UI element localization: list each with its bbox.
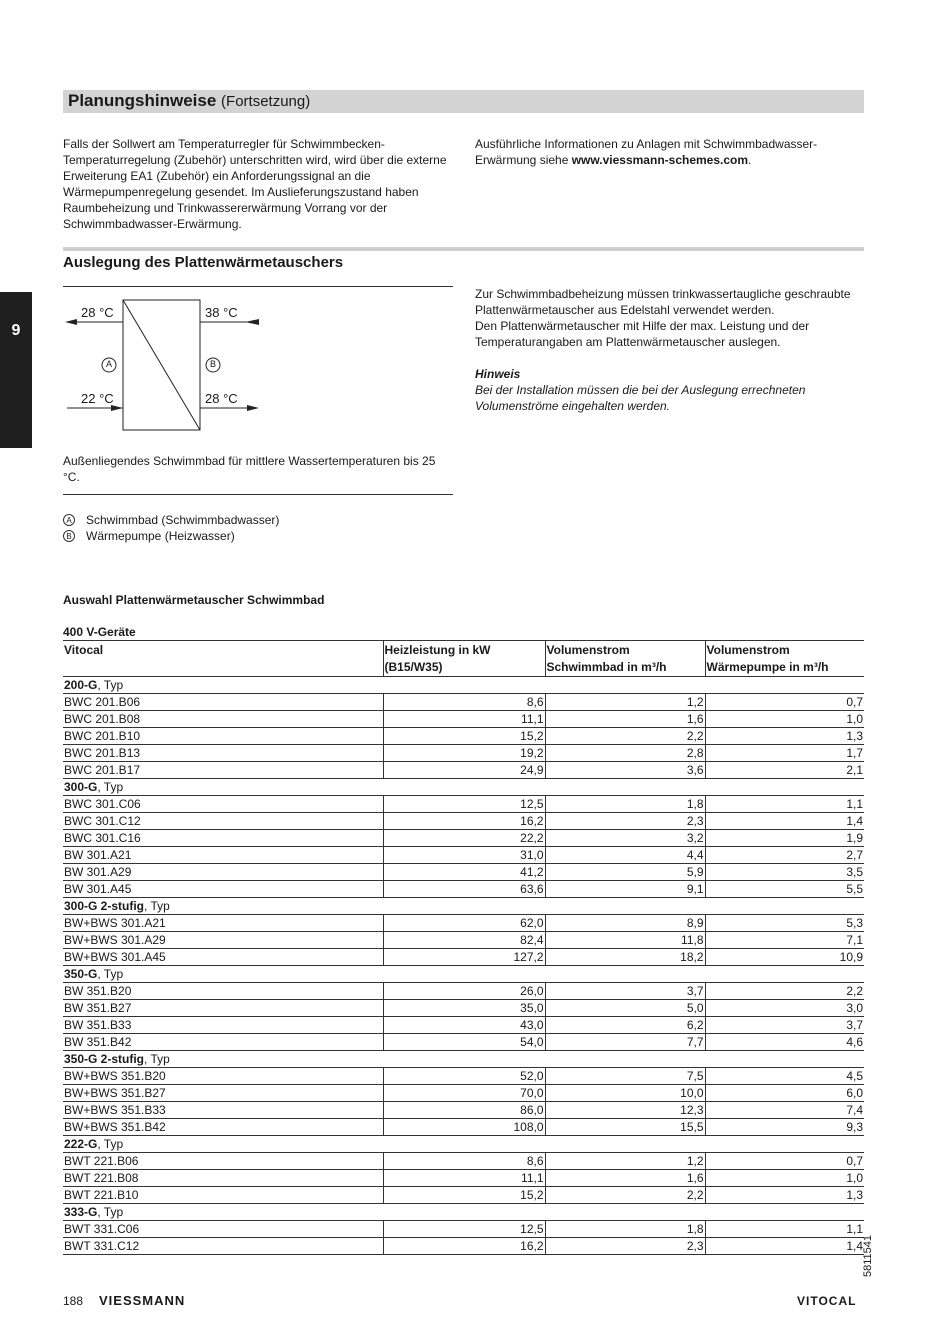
group-name: 333-G: [64, 1205, 98, 1219]
cell-heizleistung: 52,0: [383, 1068, 545, 1085]
schemes-link[interactable]: www.viessmann-schemes.com: [571, 153, 749, 167]
table-row: [63, 830, 864, 847]
cell-volumenstrom-waermepumpe: 4,6: [705, 1034, 864, 1051]
group-suffix: , Typ: [144, 899, 170, 913]
table-row: [63, 1068, 864, 1085]
cell-volumenstrom-schwimmbad: 3,6: [545, 762, 705, 779]
cell-volumenstrom-waermepumpe: 6,0: [705, 1085, 864, 1102]
cell-model: BW 301.A29: [63, 864, 383, 881]
cell-volumenstrom-waermepumpe: 1,0: [705, 711, 864, 728]
cell-model: BW 351.B42: [63, 1034, 383, 1051]
table-row: [63, 813, 864, 830]
table-row: [63, 847, 864, 864]
header-vitocal: Vitocal: [63, 641, 383, 677]
legend: [63, 512, 279, 544]
group-label: [63, 966, 864, 983]
table-row: [63, 711, 864, 728]
legend-marker-a: A: [63, 514, 75, 526]
group-label: [63, 677, 864, 694]
cell-volumenstrom-waermepumpe: 3,5: [705, 864, 864, 881]
marker-a-label: A: [105, 359, 112, 369]
table-row: [63, 1153, 864, 1170]
temp-top-left: 28 °C: [81, 305, 114, 320]
group-suffix: , Typ: [144, 1052, 170, 1066]
right-paragraph-1: Zur Schwimmbadbeheizung müssen trinkwassertaugliche geschraubte Plattenwärmetauscher aus Edelstahl verwendet werden.: [475, 287, 851, 317]
document-number: 5811541: [862, 1235, 874, 1278]
cell-heizleistung: 127,2: [383, 949, 545, 966]
cell-volumenstrom-schwimmbad: 18,2: [545, 949, 705, 966]
cell-volumenstrom-waermepumpe: 1,1: [705, 796, 864, 813]
cell-volumenstrom-schwimmbad: 1,6: [545, 711, 705, 728]
cell-volumenstrom-waermepumpe: 3,0: [705, 1000, 864, 1017]
cell-volumenstrom-schwimmbad: 2,3: [545, 813, 705, 830]
cell-model: BWT 221.B06: [63, 1153, 383, 1170]
cell-heizleistung: 15,2: [383, 728, 545, 745]
cell-model: BWT 331.C06: [63, 1221, 383, 1238]
cell-model: BW 301.A21: [63, 847, 383, 864]
cell-heizleistung: 8,6: [383, 1153, 545, 1170]
exchanger-diagonal: [123, 300, 200, 430]
right-paragraph-2: Den Plattenwärmetauscher mit Hilfe der max. Leistung und der Temperaturangaben am Plattenwärmetauscher auslegen.: [475, 319, 810, 349]
table-row: [63, 745, 864, 762]
section-divider: [63, 247, 864, 251]
cell-heizleistung: 70,0: [383, 1085, 545, 1102]
cell-volumenstrom-waermepumpe: 1,9: [705, 830, 864, 847]
cell-volumenstrom-schwimmbad: 6,2: [545, 1017, 705, 1034]
table-title: Auswahl Plattenwärmetauscher Schwimmbad: [63, 593, 325, 607]
legend-text-b: Wärmepumpe (Heizwasser): [86, 529, 235, 543]
table-row: [63, 694, 864, 711]
group-suffix: , Typ: [97, 678, 124, 692]
group-label: [63, 1204, 864, 1221]
cell-volumenstrom-schwimmbad: 3,2: [545, 830, 705, 847]
group-label: [63, 898, 864, 915]
cell-volumenstrom-schwimmbad: 5,9: [545, 864, 705, 881]
cell-volumenstrom-waermepumpe: 2,7: [705, 847, 864, 864]
table-row: [63, 1085, 864, 1102]
cell-volumenstrom-waermepumpe: 4,5: [705, 1068, 864, 1085]
cell-volumenstrom-waermepumpe: 10,9: [705, 949, 864, 966]
arrow-top-right-head: [245, 319, 259, 325]
header-volumenstrom-schwimmbad: Volumenstrom Schwimmbad in m³/h: [545, 641, 705, 677]
cell-heizleistung: 11,1: [383, 1170, 545, 1187]
cell-volumenstrom-waermepumpe: 1,7: [705, 745, 864, 762]
cell-model: BWC 201.B13: [63, 745, 383, 762]
cell-model: BW 351.B33: [63, 1017, 383, 1034]
table-group-row: [63, 1136, 864, 1153]
cell-model: BWC 301.C12: [63, 813, 383, 830]
cell-volumenstrom-waermepumpe: 1,4: [705, 1238, 864, 1255]
legend-marker-b: B: [63, 530, 75, 542]
table-group-row: [63, 677, 864, 694]
table-row: [63, 949, 864, 966]
cell-heizleistung: 82,4: [383, 932, 545, 949]
hint-title: Hinweis: [475, 367, 521, 381]
temp-top-right: 38 °C: [205, 305, 238, 320]
cell-volumenstrom-schwimmbad: 8,9: [545, 915, 705, 932]
chapter-number: 9: [11, 322, 21, 339]
header-heizleistung: Heizleistung in kW (B15/W35): [383, 641, 545, 677]
cell-model: BWT 221.B08: [63, 1170, 383, 1187]
cell-model: BW 351.B20: [63, 983, 383, 1000]
cell-model: BW+BWS 301.A45: [63, 949, 383, 966]
cell-model: BW 351.B27: [63, 1000, 383, 1017]
cell-volumenstrom-waermepumpe: 2,1: [705, 762, 864, 779]
group-suffix: , Typ: [97, 1137, 124, 1151]
cell-volumenstrom-schwimmbad: 4,4: [545, 847, 705, 864]
cell-heizleistung: 108,0: [383, 1119, 545, 1136]
table-row: [63, 728, 864, 745]
page-subtitle: (Fortsetzung): [221, 93, 311, 110]
table-row: [63, 915, 864, 932]
header-volumenstrom-waermepumpe: Volumenstrom Wärmepumpe in m³/h: [705, 641, 864, 677]
cell-heizleistung: 8,6: [383, 694, 545, 711]
table-group-row: [63, 966, 864, 983]
cell-heizleistung: 12,5: [383, 796, 545, 813]
table-row: [63, 1221, 864, 1238]
cell-model: BWC 201.B10: [63, 728, 383, 745]
table-group-row: [63, 1204, 864, 1221]
cell-model: BW 301.A45: [63, 881, 383, 898]
cell-volumenstrom-schwimmbad: 2,8: [545, 745, 705, 762]
group-name: 300-G 2-stufig: [64, 899, 145, 913]
group-label: [63, 1051, 864, 1068]
cell-heizleistung: 35,0: [383, 1000, 545, 1017]
cell-volumenstrom-schwimmbad: 1,2: [545, 694, 705, 711]
cell-model: BWT 331.C12: [63, 1238, 383, 1255]
cell-volumenstrom-waermepumpe: 1,1: [705, 1221, 864, 1238]
cell-volumenstrom-schwimmbad: 5,0: [545, 1000, 705, 1017]
cell-volumenstrom-schwimmbad: 1,2: [545, 1153, 705, 1170]
cell-heizleistung: 16,2: [383, 813, 545, 830]
legend-item-a: [63, 512, 279, 528]
cell-heizleistung: 19,2: [383, 745, 545, 762]
group-name: 350-G 2-stufig: [64, 1052, 145, 1066]
cell-model: BWC 201.B17: [63, 762, 383, 779]
temp-bottom-right: 28 °C: [205, 391, 238, 406]
cell-volumenstrom-schwimmbad: 15,5: [545, 1119, 705, 1136]
section-title: Auslegung des Plattenwärmetauschers: [63, 254, 344, 271]
cell-model: BW+BWS 351.B33: [63, 1102, 383, 1119]
table-row: [63, 1187, 864, 1204]
heat-exchanger-diagram: [63, 290, 455, 440]
group-name: 350-G: [64, 967, 98, 981]
table-row: [63, 932, 864, 949]
marker-b-label: B: [209, 359, 216, 369]
cell-volumenstrom-waermepumpe: 9,3: [705, 1119, 864, 1136]
diagram-bottom-rule: [63, 494, 453, 495]
cell-heizleistung: 16,2: [383, 1238, 545, 1255]
cell-heizleistung: 24,9: [383, 762, 545, 779]
table-row: [63, 881, 864, 898]
table-group-row: [63, 779, 864, 796]
table-row: [63, 1170, 864, 1187]
cell-model: BWC 201.B06: [63, 694, 383, 711]
cell-volumenstrom-schwimmbad: 2,2: [545, 728, 705, 745]
right-column: [475, 286, 865, 414]
table-row: [63, 1034, 864, 1051]
cell-volumenstrom-schwimmbad: 9,1: [545, 881, 705, 898]
group-label: [63, 1136, 864, 1153]
cell-heizleistung: 63,6: [383, 881, 545, 898]
group-suffix: , Typ: [97, 967, 124, 981]
table-subtitle: 400 V-Geräte: [63, 625, 136, 639]
arrow-bottom-right-head: [247, 405, 259, 411]
table-row: [63, 1017, 864, 1034]
table-row: [63, 1000, 864, 1017]
cell-heizleistung: 22,2: [383, 830, 545, 847]
cell-model: BW+BWS 301.A29: [63, 932, 383, 949]
cell-model: BW+BWS 351.B27: [63, 1085, 383, 1102]
cell-model: BW+BWS 351.B20: [63, 1068, 383, 1085]
table-row: [63, 796, 864, 813]
cell-volumenstrom-waermepumpe: 0,7: [705, 694, 864, 711]
cell-volumenstrom-waermepumpe: 1,4: [705, 813, 864, 830]
cell-volumenstrom-waermepumpe: 2,2: [705, 983, 864, 1000]
cell-volumenstrom-waermepumpe: 0,7: [705, 1153, 864, 1170]
intro-right-paragraph: [475, 136, 865, 168]
cell-volumenstrom-waermepumpe: 7,1: [705, 932, 864, 949]
intro-left-paragraph: Falls der Sollwert am Temperaturregler für Schwimmbecken-Temperaturregelung (Zubehör) unterschritten wird, wird über die externe Erweiterung EA1 (Zubehör) ein Anforderungssignal an die Wärmepumpenregelung gesendet. Im Auslieferungszustand haben Raumbeheizung und Trinkwassererwärmung Vorrang vor der Schwimmbadwasser-Erwärmung.: [63, 137, 447, 231]
cell-heizleistung: 43,0: [383, 1017, 545, 1034]
cell-model: BWT 221.B10: [63, 1187, 383, 1204]
cell-volumenstrom-waermepumpe: 3,7: [705, 1017, 864, 1034]
group-name: 222-G: [64, 1137, 98, 1151]
table-header-row: [63, 641, 864, 677]
group-name: 200-G: [64, 678, 98, 692]
table-row: [63, 983, 864, 1000]
table-wrapper: [63, 640, 864, 1255]
heat-exchanger-table: [63, 641, 864, 1255]
cell-heizleistung: 15,2: [383, 1187, 545, 1204]
cell-volumenstrom-schwimmbad: 11,8: [545, 932, 705, 949]
legend-item-b: [63, 528, 279, 544]
intro-right-end: .: [748, 153, 752, 167]
cell-model: BWC 301.C06: [63, 796, 383, 813]
cell-volumenstrom-waermepumpe: 1,3: [705, 1187, 864, 1204]
cell-volumenstrom-waermepumpe: 1,3: [705, 728, 864, 745]
chapter-tab: [0, 292, 32, 448]
vitocal-logo: VITOCAL: [797, 1294, 857, 1308]
cell-volumenstrom-schwimmbad: 10,0: [545, 1085, 705, 1102]
cell-volumenstrom-waermepumpe: 1,0: [705, 1170, 864, 1187]
page-number: 188: [63, 1294, 84, 1308]
cell-volumenstrom-waermepumpe: 5,3: [705, 915, 864, 932]
cell-volumenstrom-schwimmbad: 1,8: [545, 1221, 705, 1238]
table-row: [63, 1238, 864, 1255]
cell-volumenstrom-schwimmbad: 1,8: [545, 796, 705, 813]
table-body: [63, 641, 864, 1255]
viessmann-logo: VIESSMANN: [99, 1293, 186, 1308]
cell-model: BWC 201.B08: [63, 711, 383, 728]
page-title: [68, 91, 310, 111]
cell-heizleistung: 12,5: [383, 1221, 545, 1238]
table-row: [63, 762, 864, 779]
cell-heizleistung: 11,1: [383, 711, 545, 728]
cell-volumenstrom-schwimmbad: 12,3: [545, 1102, 705, 1119]
cell-heizleistung: 26,0: [383, 983, 545, 1000]
intro-right-text: Ausführliche Informationen zu Anlagen mit Schwimmbadwasser-Erwärmung siehe: [475, 137, 818, 167]
cell-volumenstrom-schwimmbad: 3,7: [545, 983, 705, 1000]
table-group-row: [63, 898, 864, 915]
cell-heizleistung: 54,0: [383, 1034, 545, 1051]
cell-model: BW+BWS 301.A21: [63, 915, 383, 932]
table-row: [63, 864, 864, 881]
cell-volumenstrom-schwimmbad: 2,2: [545, 1187, 705, 1204]
cell-model: BWC 301.C16: [63, 830, 383, 847]
cell-model: BW+BWS 351.B42: [63, 1119, 383, 1136]
hint-text: Bei der Installation müssen die bei der Auslegung errechneten Volumenströme eingehalten werden.: [475, 383, 806, 413]
legend-text-a: Schwimmbad (Schwimmbadwasser): [86, 513, 280, 527]
cell-volumenstrom-schwimmbad: 7,7: [545, 1034, 705, 1051]
table-row: [63, 1119, 864, 1136]
group-name: 300-G: [64, 780, 98, 794]
cell-volumenstrom-waermepumpe: 5,5: [705, 881, 864, 898]
group-suffix: , Typ: [97, 780, 124, 794]
table-group-row: [63, 1051, 864, 1068]
page-title-text: Planungshinweise: [68, 91, 217, 110]
arrow-top-left-head: [65, 319, 77, 325]
cell-volumenstrom-schwimmbad: 2,3: [545, 1238, 705, 1255]
cell-heizleistung: 31,0: [383, 847, 545, 864]
cell-heizleistung: 62,0: [383, 915, 545, 932]
cell-volumenstrom-waermepumpe: 7,4: [705, 1102, 864, 1119]
group-suffix: , Typ: [97, 1205, 124, 1219]
temp-bottom-left: 22 °C: [81, 391, 114, 406]
group-label: [63, 779, 864, 796]
cell-heizleistung: 41,2: [383, 864, 545, 881]
diagram-top-rule: [63, 286, 453, 287]
cell-volumenstrom-schwimmbad: 1,6: [545, 1170, 705, 1187]
cell-volumenstrom-schwimmbad: 7,5: [545, 1068, 705, 1085]
table-row: [63, 1102, 864, 1119]
diagram-caption: Außenliegendes Schwimmbad für mittlere Wassertemperaturen bis 25 °C.: [63, 454, 436, 484]
cell-heizleistung: 86,0: [383, 1102, 545, 1119]
